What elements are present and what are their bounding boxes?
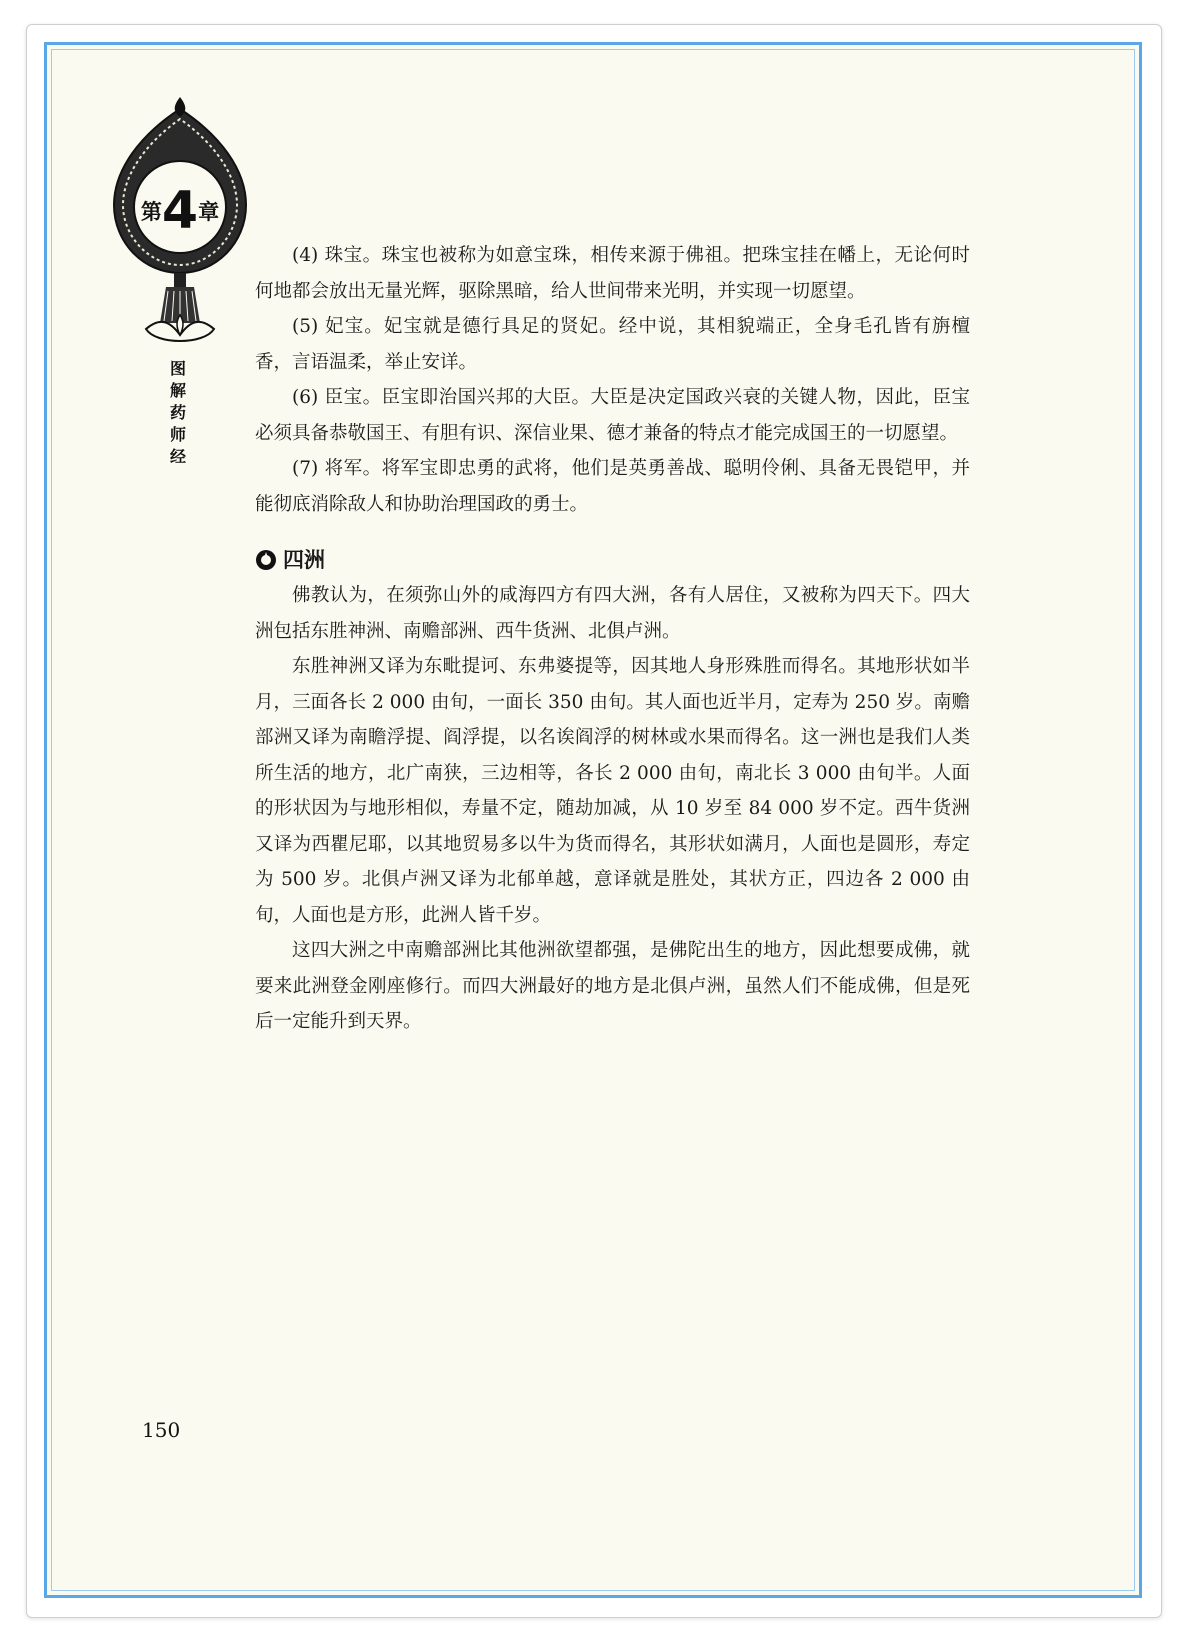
section-title: 四洲 [283, 548, 325, 572]
paragraph-general: (7) 将军。将军宝即忠勇的武将，他们是英勇善战、聪明伶俐、具备无畏铠甲，并能彻底消除敌人和协助治理国政的勇士。 [255, 458, 970, 515]
page-number: 150 [142, 1418, 181, 1442]
paragraph-consort: (5) 妃宝。妃宝就是德行具足的贤妃。经中说，其相貌端正，全身毛孔皆有旃檀香，言语温柔，举止安详。 [255, 316, 970, 373]
page-content [255, 238, 970, 1040]
section-bullet-icon [255, 549, 277, 571]
book-side-title: 图解药师经 [169, 359, 186, 466]
chapter-number: 4 [161, 181, 199, 241]
chapter-prefix: 第 [140, 200, 162, 224]
paragraph-minister: (6) 臣宝。臣宝即治国兴邦的大臣。大臣是决定国政兴衰的关键人物，因此，臣宝必须具备恭敬国王、有胆有识、深信业果、德才兼备的特点才能完成国王的一切愿望。 [255, 387, 970, 444]
chapter-suffix: 章 [198, 200, 220, 224]
paragraph-jewel: (4) 珠宝。珠宝也被称为如意宝珠，相传来源于佛祖。把珠宝挂在幡上，无论何时何地都会放出无量光辉，驱除黑暗，给人世间带来光明，并实现一切愿望。 [255, 245, 970, 302]
paragraph-four-continents-conclusion: 这四大洲之中南赡部洲比其他洲欲望都强，是佛陀出生的地方，因此想要成佛，就要来此洲登金刚座修行。而四大洲最好的地方是北俱卢洲，虽然人们不能成佛，但是死后一定能升到天界。 [255, 940, 970, 1032]
section-heading [255, 546, 970, 574]
paragraph-four-continents-intro: 佛教认为，在须弥山外的咸海四方有四大洲，各有人居住，又被称为四天下。四大洲包括东胜神洲、南赡部洲、西牛货洲、北俱卢洲。 [255, 585, 970, 642]
chapter-label [110, 181, 250, 241]
paragraph-four-continents-detail: 东胜神洲又译为东毗提诃、东弗婆提等，因其地人身形殊胜而得名。其地形状如半月，三面各长 2 000 由旬，一面长 350 由旬。其人面也近半月，定寿为 250 岁。南赡部洲又译为南瞻浮提、阎浮提，以名诶阎浮的树林或水果而得名。这一洲也是我们人类所生活的地方，北广南狭，三边相等，各长 2 000 由旬，南北长 3 000 由旬半。人面的形状因为与地形相似，寿量不定，随劫加减，从 10 岁至 84 000 岁不定。西牛货洲又译为西瞿尼耶，以其地贸易多以牛为货而得名，其形状如满月，人面也是圆形，寿定为 500 岁。北俱卢洲又译为北郁单越，意译就是胜处，其状方正，四边各 2 000 由旬，人面也是方形，此洲人皆千岁。 [255, 656, 970, 926]
chapter-emblem [110, 95, 250, 355]
